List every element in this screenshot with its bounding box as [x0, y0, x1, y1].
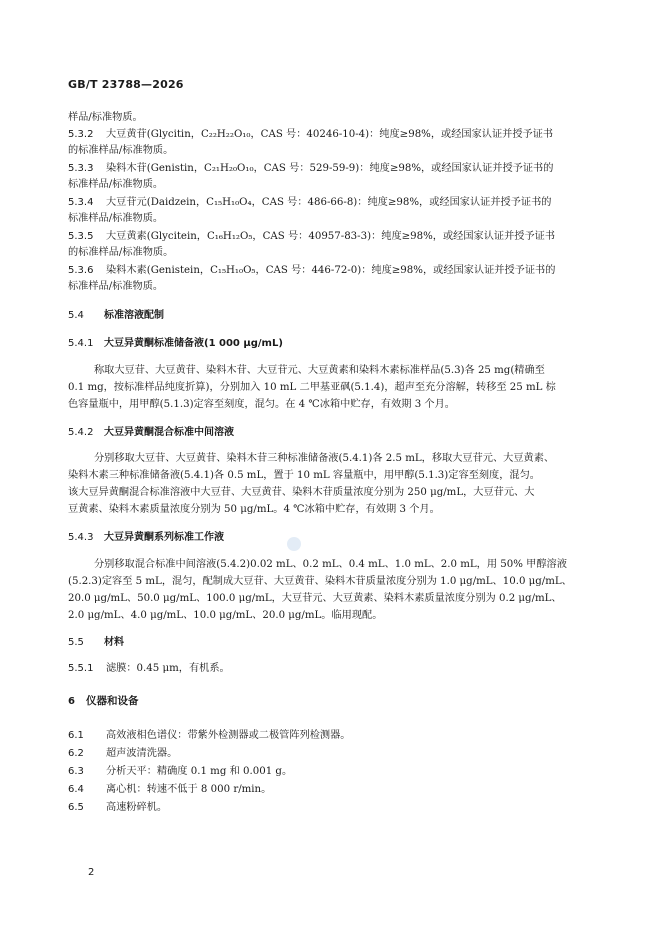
- clause-number: 6.1: [68, 730, 84, 741]
- section-number: 5.4: [68, 310, 84, 321]
- reagent-continuation: 样品/标准物质。: [68, 112, 143, 123]
- paragraph-line: 0.1 mg，按标准样品纯度折算)，分别加入 10 mL 二甲基亚砜(5.1.4)，超声至充分溶解，转移至 25 mL 棕: [68, 382, 556, 393]
- section-heading-5-5: [68, 636, 124, 649]
- clause-number: 5.3.3: [68, 163, 94, 174]
- clause-text-cont: 标准样品/标准物质。: [68, 213, 164, 224]
- section-number: 5.4.3: [68, 532, 94, 543]
- clause-text: 滤膜：0.45 μm，有机系。: [106, 663, 230, 674]
- reagent-item-5-3-3: [68, 162, 553, 175]
- reagent-item-5-3-5: [68, 230, 555, 243]
- chapter-title: 仪器和设备: [86, 695, 139, 707]
- paragraph-line: 该大豆异黄酮混合标准溶液中大豆苷、大豆黄苷、染料木苷质量浓度分别为 250 μg/mL，大豆苷元、大: [68, 487, 535, 498]
- reagent-item-5-3-2: [68, 128, 553, 141]
- reagent-item-5-3-6: [68, 264, 555, 277]
- clause-number: 5.3.4: [68, 197, 94, 208]
- chapter-heading-6: [68, 695, 139, 708]
- paragraph-line: 称取大豆苷、大豆黄苷、染料木苷、大豆苷元、大豆黄素和染料木素标准样品(5.3)各 25 mg(精确至: [94, 365, 545, 376]
- clause-text: 大豆黄苷(Glycitin，C₂₂H₂₂O₁₀，CAS 号：40246-10-4)：纯度≥98%，或经国家认证并授予证书: [106, 129, 554, 140]
- clause-text: 大豆苷元(Daidzein，C₁₅H₁₀O₄，CAS 号：486-66-8)：纯度≥98%，或经国家认证并授予证书的: [106, 197, 552, 208]
- section-title: 材料: [104, 637, 124, 648]
- section-heading-5-4-2: [68, 426, 234, 439]
- clause-text: 离心机：转速不低于 8 000 r/min。: [106, 784, 272, 795]
- clause-text-cont: 的标准样品/标准物质。: [68, 247, 174, 258]
- reagent-item-5-3-4: [68, 196, 551, 209]
- section-title: 大豆异黄酮系列标准工作液: [104, 532, 224, 543]
- equipment-item: [68, 783, 271, 796]
- clause-number: 6.2: [68, 748, 84, 759]
- page-number: 2: [88, 867, 95, 878]
- clause-text: 高效液相色谱仪：带紫外检测器或二极管阵列检测器。: [106, 730, 351, 741]
- clause-text: 分析天平：精确度 0.1 mg 和 0.001 g。: [106, 766, 293, 777]
- equipment-item: [68, 765, 292, 778]
- clause-number: 5.3.2: [68, 129, 94, 140]
- clause-text: 高速粉碎机。: [106, 802, 168, 813]
- clause-number: 5.5.1: [68, 663, 94, 674]
- section-title: 大豆异黄酮标准储备液(1 000 μg/mL): [104, 338, 283, 349]
- clause-text-cont: 标准样品/标准物质。: [68, 179, 164, 190]
- equipment-item: [68, 747, 177, 760]
- paragraph-line: 分别移取混合标准中间溶液(5.4.2)0.02 mL、0.2 mL、0.4 mL、1.0 mL、2.0 mL，用 50% 甲醇溶液: [94, 559, 567, 570]
- clause-number: 5.3.5: [68, 231, 94, 242]
- clause-number: 6.4: [68, 784, 84, 795]
- paragraph-line: 分别移取大豆苷、大豆黄苷、染料木苷三种标准储备液(5.4.1)各 2.5 mL，移取大豆苷元、大豆黄素、: [94, 453, 555, 464]
- clause-text-cont: 的标准样品/标准物质。: [68, 145, 174, 156]
- section-heading-5-4-1: [68, 337, 283, 350]
- section-number: 5.4.2: [68, 427, 94, 438]
- paragraph-line: 豆黄素、染料木素质量浓度分别为 50 μg/mL。4 ℃冰箱中贮存，有效期 3 个月。: [68, 504, 440, 515]
- equipment-item: [68, 729, 351, 742]
- section-title: 大豆异黄酮混合标准中间溶液: [104, 427, 234, 438]
- clause-text: 染料木素(Genistein，C₁₅H₁₀O₅，CAS 号：446-72-0)：纯度≥98%，或经国家认证并授予证书的: [106, 265, 556, 276]
- watermark-logo: [287, 537, 301, 551]
- paragraph-line: 2.0 μg/mL、4.0 μg/mL、10.0 μg/mL、20.0 μg/mL。临用现配。: [68, 610, 383, 621]
- paragraph-line: 染料木素三种标准储备液(5.4.1)各 0.5 mL，置于 10 mL 容量瓶中，用甲醇(5.1.3)定容至刻度，混匀。: [68, 470, 540, 481]
- paragraph-line: 色容量瓶中，用甲醇(5.1.3)定容至刻度，混匀。在 4 ℃冰箱中贮存，有效期 3 个月。: [68, 399, 455, 410]
- clause-text-cont: 标准样品/标准物质。: [68, 281, 164, 292]
- standard-number-header: GB/T 23788—2026: [68, 78, 184, 91]
- clause-text: 超声波清洗器。: [106, 748, 178, 759]
- clause-number: 5.3.6: [68, 265, 94, 276]
- material-item-5-5-1: [68, 662, 230, 675]
- section-number: 5.4.1: [68, 338, 94, 349]
- paragraph-line: 20.0 μg/mL、50.0 μg/mL、100.0 μg/mL，大豆苷元、大豆黄素、染料木素质量浓度分别为 0.2 μg/mL、: [68, 593, 562, 604]
- paragraph-line: (5.2.3)定容至 5 mL，混匀，配制成大豆苷、大豆黄苷、染料木苷质量浓度分别为 1.0 μg/mL、10.0 μg/mL、: [68, 576, 572, 587]
- section-title: 标准溶液配制: [104, 310, 164, 321]
- section-heading-5-4-3: [68, 531, 224, 544]
- clause-text: 大豆黄素(Glycitein，C₁₆H₁₂O₅，CAS 号：40957-83-3)：纯度≥98%，或经国家认证并授予证书: [106, 231, 556, 242]
- section-heading-5-4: [68, 309, 164, 322]
- chapter-number: 6: [68, 696, 75, 707]
- section-number: 5.5: [68, 637, 84, 648]
- clause-number: 6.3: [68, 766, 84, 777]
- clause-text: 染料木苷(Genistin，C₂₁H₂₀O₁₀，CAS 号：529-59-9)：纯度≥98%，或经国家认证并授予证书的: [106, 163, 554, 174]
- equipment-item: [68, 801, 167, 814]
- clause-number: 6.5: [68, 802, 84, 813]
